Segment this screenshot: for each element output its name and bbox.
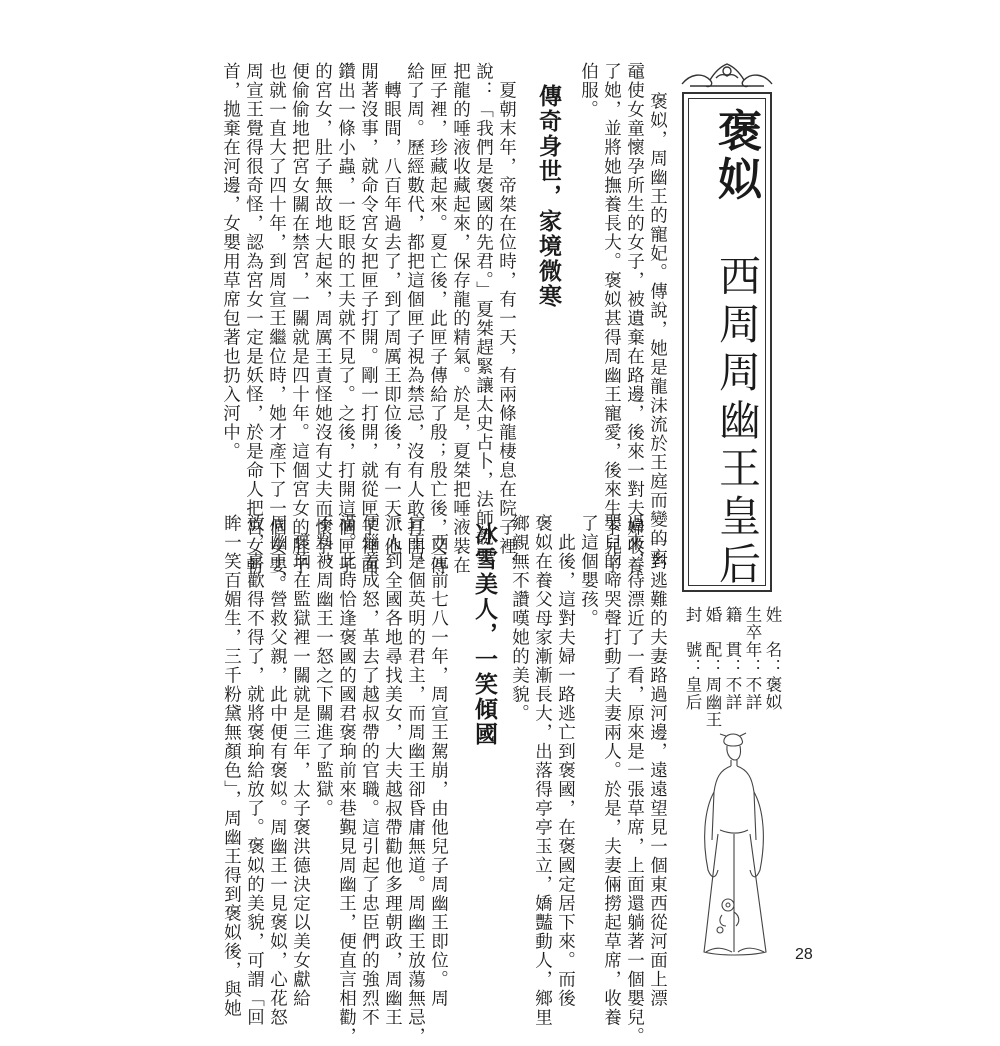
section1-line: 周宣王覺得很奇怪，認為宮女一定是妖怪，於是命人把宮女斬 xyxy=(243,62,264,575)
section2-line: 西元前七八一年，周宣王駕崩，由他兒子周幽王即位。周 xyxy=(428,514,449,1008)
section1-line: 閒著沒事，就命令宮女把匣子打開。剛一打開，就從匣子裡面 xyxy=(358,62,379,575)
floral-ornament-icon xyxy=(676,56,778,92)
continuation-line: 一對逃難的夫妻路過河邊，遠遠望見一個東西從河面上漂 xyxy=(647,514,668,1008)
section2-line: 派人到全國各地尋找美女，大夫越叔帶勸他多理朝政，周幽王 xyxy=(382,514,403,1027)
section-heading-origin: 傳奇身世，家境微寒 xyxy=(535,84,561,309)
section1-line: 的宮女，肚子無故地大起來，周厲王責怪她沒有丈夫而懷孕， xyxy=(312,62,333,575)
section2-line: 放，喜歡得不得了，就將褒珦給放了。褒姒的美貌，可謂「回 xyxy=(244,514,265,1027)
section1-line: 鑽出一條小蟲，一眨眼的工夫就不見了。之後，打開這個匣子 xyxy=(335,62,356,575)
page-subtitle: 西周周幽王皇后 xyxy=(713,254,762,590)
info-name: 姓 名：褒姒 xyxy=(763,606,782,711)
section1-line: 給了周。歷經數代，都把這個匣子視為禁忌，沒有人敢打開。 xyxy=(404,62,425,575)
continuation-line: 了這個嬰孩。 xyxy=(578,514,599,628)
section2-line: 眸一笑百媚生，三千粉黛無顏色」，周幽王得到褒姒後，與她 xyxy=(221,514,242,1019)
section2-line: 宣王是個英明的君主，而周幽王卻昏庸無道。周幽王放蕩無忌， xyxy=(405,514,426,1046)
section1-line: 說：「我們是褒國的先君。」夏桀趕緊讓太史占卜，法師說要 xyxy=(473,62,494,567)
court-lady-illustration xyxy=(690,730,780,960)
info-lifespan: 生卒年：不詳 xyxy=(743,606,762,711)
intro-line: 黿使女童懷孕所生的女子，被遺棄在路邊，後來一對夫婦收養 xyxy=(624,62,645,575)
intro-line: 了她，並將她撫養長大。褒姒甚得周幽王寵愛，後來生下兒子 xyxy=(601,62,622,575)
section1-line: 夏朝末年，帝桀在位時，有一天，有兩條龍棲息在院子裡， xyxy=(496,62,517,575)
continuation-line: 鄉親無不讚嘆她的美貌。 xyxy=(509,514,530,723)
section1-line: 轉眼間，八百年過去了，到了周厲王即位後，有一天，他 xyxy=(381,62,402,556)
page-title: 褒姒 xyxy=(710,108,761,204)
section1-line: 便偷偷地把宮女關在禁宮，一關就是四十年。這個宮女的肚子 xyxy=(289,62,310,575)
info-rank: 封 號：皇后 xyxy=(683,606,702,711)
section1-line: 首，拋棄在河邊，女嬰用草席包著也扔入河中。 xyxy=(220,62,241,461)
page-number: 28 xyxy=(795,946,813,963)
section1-line: 匣子裡，珍藏起來。夏亡後，此匣子傳給了殷；殷亡後，又傳 xyxy=(427,62,448,575)
continuation-line: 褒姒在養父母家漸漸長大，出落得亭亭玉立，嬌豔動人，鄉里 xyxy=(532,514,553,1027)
section2-line: 褒珦在監獄裡一關就是三年，太子褒洪德決定以美女獻給 xyxy=(290,514,311,1008)
info-spouse: 婚 配：周幽王 xyxy=(703,606,722,729)
section2-line: 不料被周幽王一怒之下關進了監獄。 xyxy=(313,514,334,818)
section1-line: 也就一直大了四十年，到周宣王繼位時，她才產下了一個女嬰。 xyxy=(266,62,287,594)
section2-line: 便惱羞成怒，革去了越叔帶的官職。這引起了忠臣們的強烈不 xyxy=(359,514,380,1027)
continuation-line: 嬰兒的啼哭聲打動了夫妻兩人。於是，夫妻倆撈起草席，收養 xyxy=(601,514,622,1027)
section2-line: 周幽王，營救父親，此中便有褒姒。周幽王一見褒姒，心花怒 xyxy=(267,514,288,1027)
info-origin: 籍 貫：不詳 xyxy=(723,606,742,711)
continuation-line: 過來，待漂近了一看，原來是一張草席，上面還躺著一個嬰兒。 xyxy=(624,514,645,1046)
section-heading-beauty: 冰雪美人，一笑傾國 xyxy=(471,522,497,747)
intro-line: 伯服。 xyxy=(578,62,599,119)
continuation-line: 此後，這對夫婦一路逃亡到褒國，在褒國定居下來。而後 xyxy=(555,514,576,1008)
intro-line: 褒姒，周幽王的寵妃。傳說，她是龍沫流於王庭而變的玄 xyxy=(647,92,668,567)
section2-line: 滿。此時恰逢褒國的國君褒珦前來巷覲見周幽王，便直言相勸， xyxy=(336,514,357,1046)
section1-line: 把龍的唾液收藏起來，保存龍的精氣。於是，夏桀把唾液裝在 xyxy=(450,62,471,575)
